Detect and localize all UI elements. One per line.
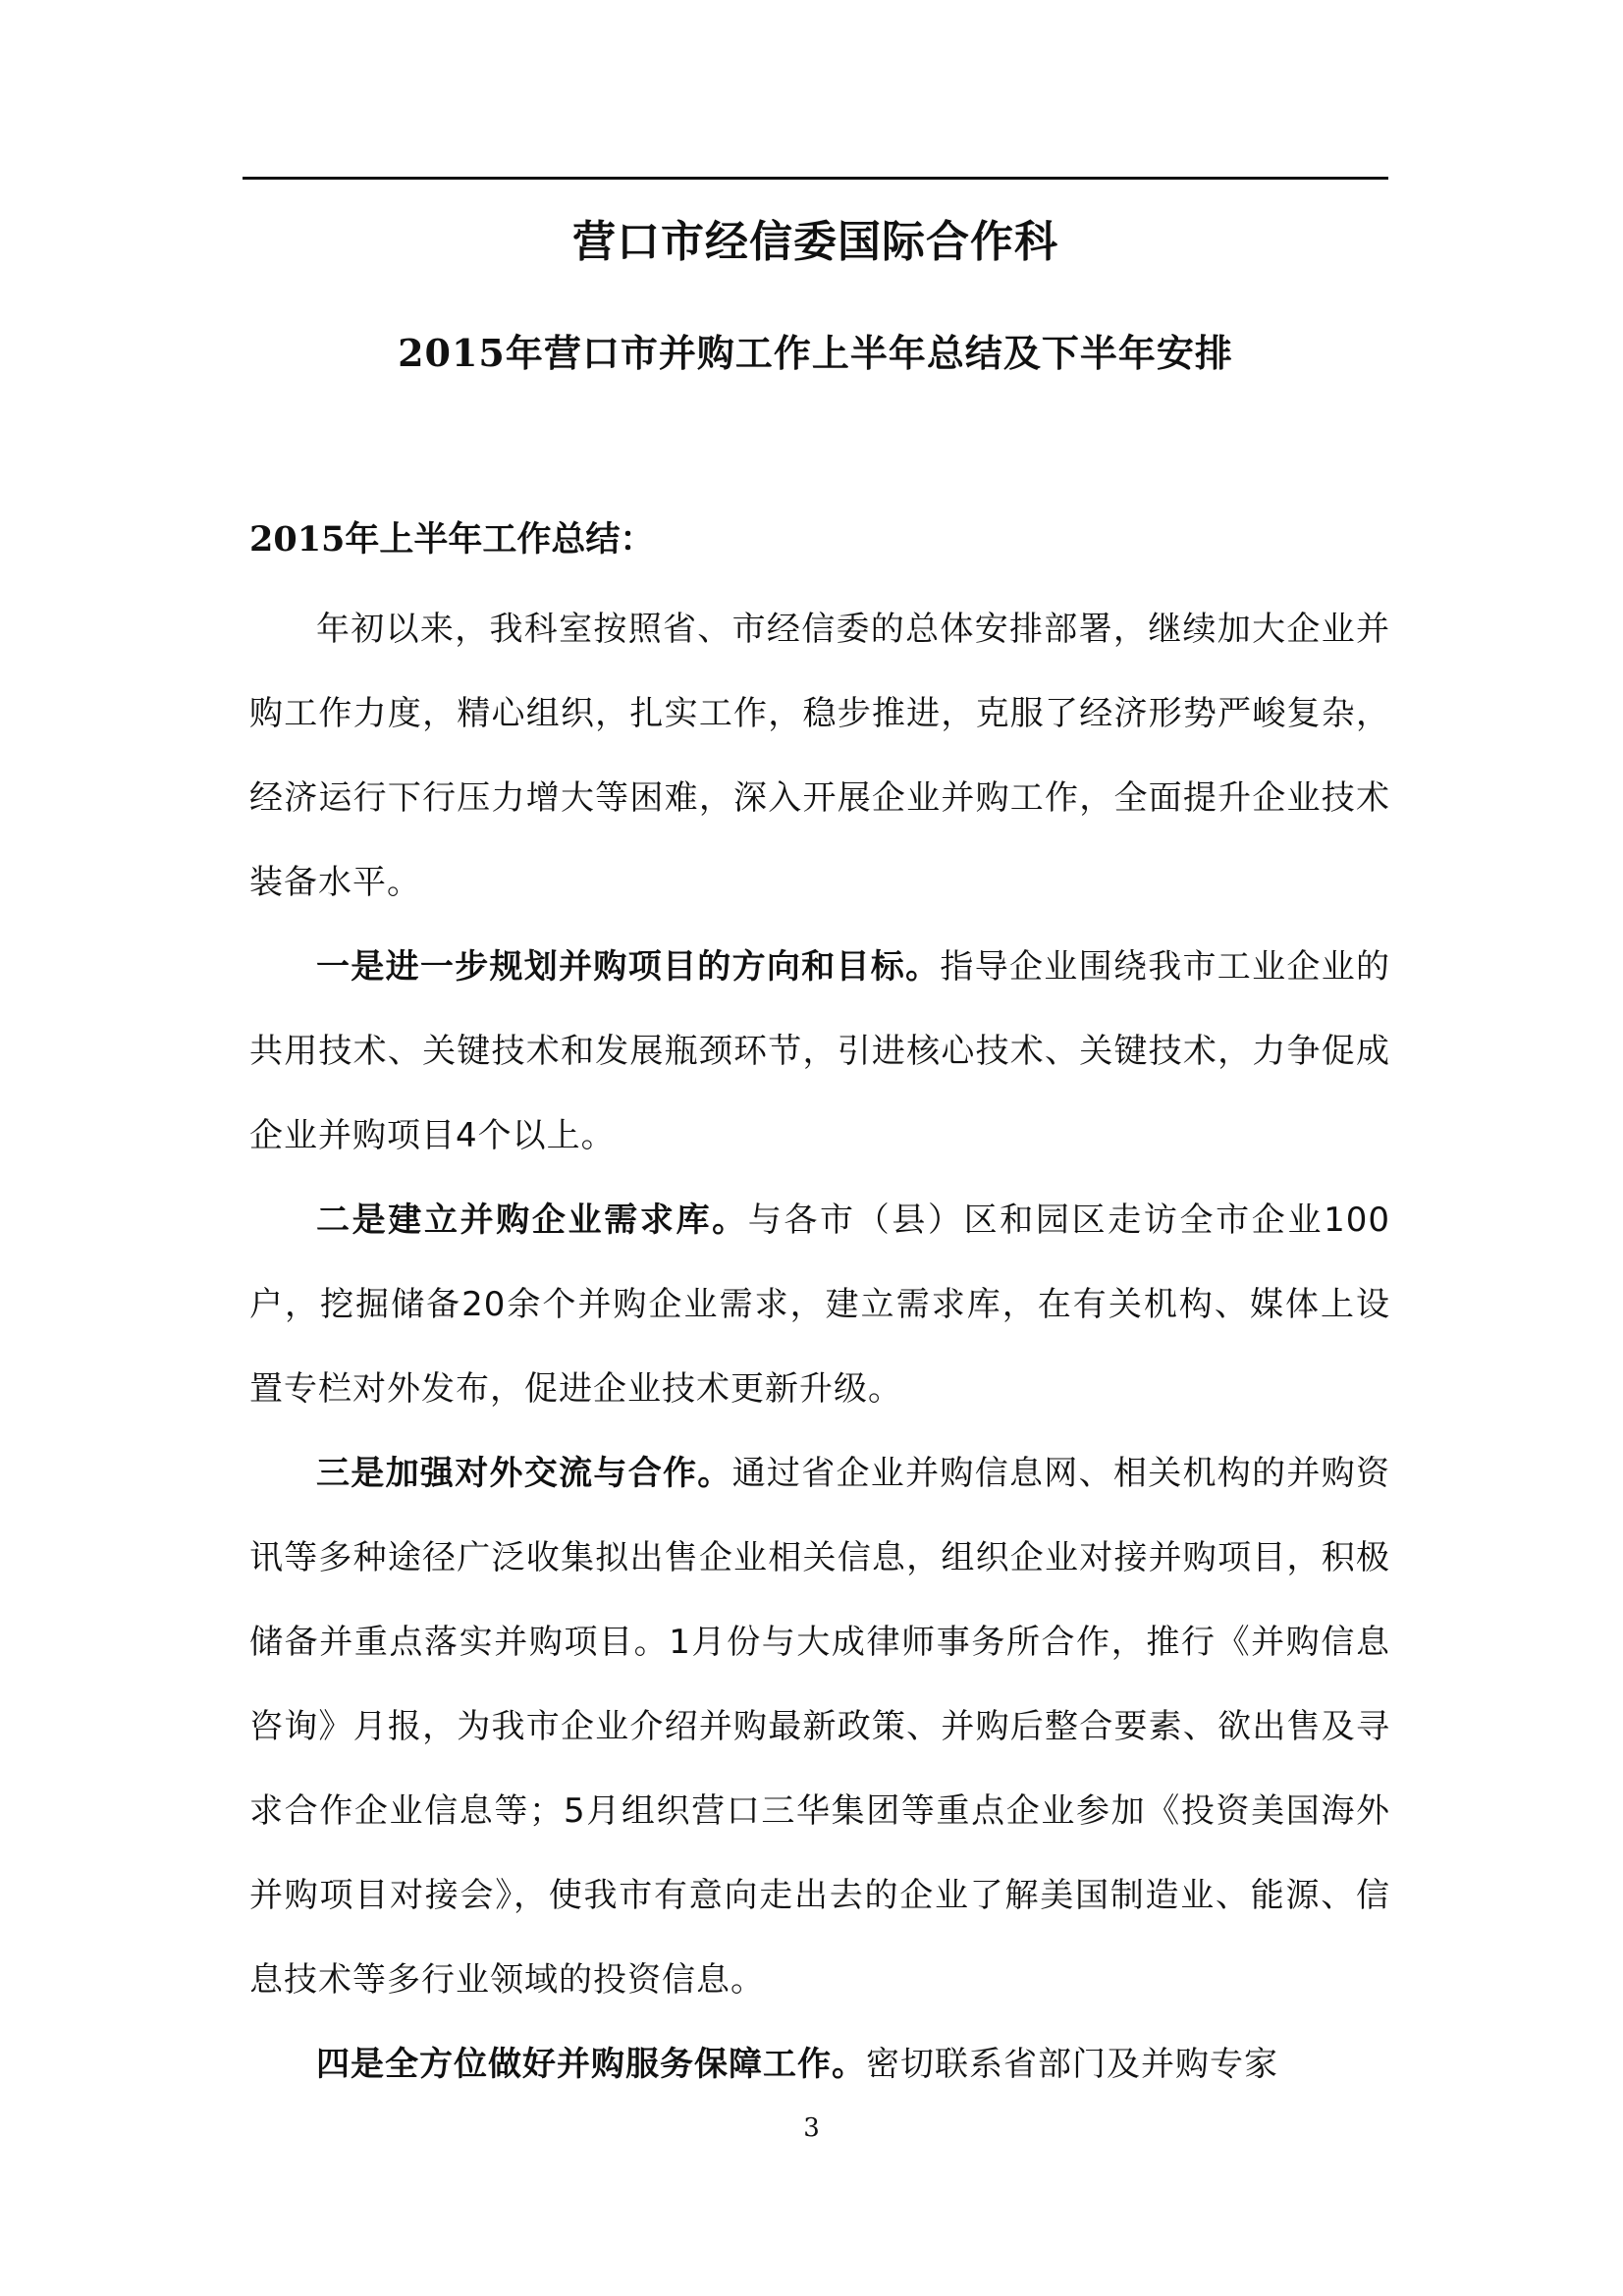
page-number: 3 — [803, 2113, 820, 2143]
paragraph-item-2 — [249, 1178, 1390, 1431]
section-heading: 2015年上半年工作总结： — [249, 519, 655, 560]
header-rule — [243, 177, 1388, 180]
paragraph-item-3 — [249, 1431, 1390, 2022]
paragraph-lead: 一是进一步规划并购项目的方向和目标。 — [316, 947, 941, 987]
department-header: 营口市经信委国际合作科 — [572, 217, 1058, 267]
paragraph-lead: 二是建立并购企业需求库。 — [316, 1201, 748, 1240]
paragraph-text: 指导企业围绕我市工业企业的共用技术、关键技术和发展瓶颈环节，引进核心技术、关键技术，力争促成企业并购项目4个以上。 — [249, 947, 1391, 1155]
document-body — [249, 587, 1390, 2107]
paragraph-lead: 四是全方位做好并购服务保障工作。 — [316, 2045, 866, 2084]
paragraph-text: 密切联系省部门及并购专家 — [866, 2045, 1278, 2084]
paragraph-item-1 — [249, 925, 1390, 1178]
paragraph-intro — [249, 587, 1390, 925]
paragraph-text: 与各市（县）区和园区走访全市企业100户，挖掘储备20余个并购企业需求，建立需求库，在有关机构、媒体上设置专栏对外发布，促进企业技术更新升级。 — [249, 1201, 1390, 1409]
paragraph-lead: 三是加强对外交流与合作。 — [316, 1454, 732, 1493]
paragraph-text: 年初以来，我科室按照省、市经信委的总体安排部署，继续加大企业并购工作力度，精心组织，扎实工作，稳步推进，克服了经济形势严峻复杂，经济运行下行压力增大等困难，深入开展企业并购工作，全面提升企业技术装备水平。 — [249, 610, 1390, 902]
paragraph-item-4 — [249, 2022, 1390, 2107]
document-title: 2015年营口市并购工作上半年总结及下半年安排 — [398, 331, 1233, 375]
paragraph-text: 通过省企业并购信息网、相关机构的并购资讯等多种途径广泛收集拟出售企业相关信息，组织企业对接并购项目，积极储备并重点落实并购项目。1月份与大成律师事务所合作，推行《并购信息咨询》月报，为我市企业介绍并购最新政策、并购后整合要素、欲出售及寻求合作企业信息等；5月组织营口三华集团等重点企业参加《投资美国海外并购项目对接会》，使我市有意向走出去的企业了解美国制造业、能源、信息技术等多行业领域的投资信息。 — [249, 1454, 1391, 2000]
